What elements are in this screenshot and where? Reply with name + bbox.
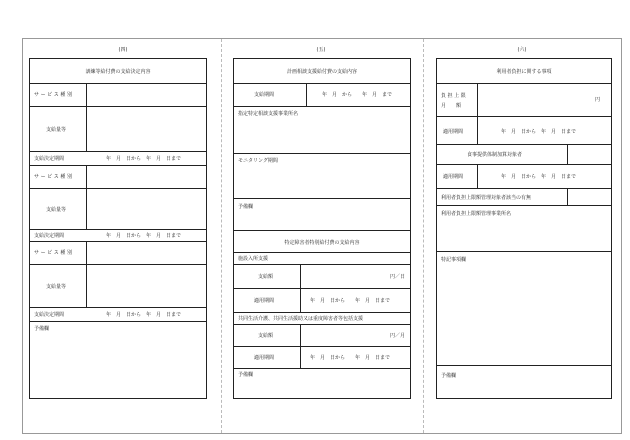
mgmt-target-label: 利用者負担上限額管理対象者該当の有無 xyxy=(441,195,532,201)
meal-provision-label: 食事提供体制加算対象者 xyxy=(467,152,523,158)
amount-unit: 円／日 xyxy=(390,274,406,280)
mgmt-office-label: 利用者負担上限額管理事業所名 xyxy=(441,211,512,217)
period-label: 支給期間 xyxy=(254,92,275,98)
period-label: 支給決定期間 xyxy=(34,156,65,162)
panel-6 xyxy=(436,58,612,399)
applicable-label: 適用期間 xyxy=(254,298,275,304)
applicable-value: 年 月 日から 年 月 日まで xyxy=(501,129,577,135)
monitoring-label: モニタリング期間 xyxy=(238,158,278,164)
amount-label-2: 支給額 xyxy=(258,333,274,339)
applicable-value: 年 月 日から 年 月 日まで xyxy=(310,298,391,304)
remarks-label: 予備欄 xyxy=(34,326,50,332)
panel-6-title: 利用者負担に関する事項 xyxy=(496,69,552,75)
designated-office-label: 指定特定相談支援事業所名 xyxy=(238,111,299,117)
period-value: 年 月 日から 年 月 日まで xyxy=(106,233,182,239)
period-label: 支給決定期間 xyxy=(34,233,65,239)
service-type-label: サ ー ビ ス 種 別 xyxy=(34,92,72,98)
panel-4-heading: (四) xyxy=(118,47,128,53)
panel-6-heading: (六) xyxy=(517,47,527,53)
amount-label: 支給量等 xyxy=(46,284,67,290)
panel-5-heading: (五) xyxy=(316,47,326,53)
fold-line xyxy=(221,39,222,433)
amount-label: 支給量等 xyxy=(46,127,67,133)
burden-limit-label: 負 担 上 限 xyxy=(441,93,466,99)
special-benefit-title: 特定障害者特別給付費の支給内容 xyxy=(284,240,360,246)
period-label: 支給決定期間 xyxy=(34,312,65,318)
applicable-label-2: 適用期間 xyxy=(254,355,275,361)
panel-4 xyxy=(29,58,207,399)
panel-5 xyxy=(233,58,411,399)
applicable-value-2: 年 月 日から 年 月 日まで xyxy=(501,174,577,180)
applicable-value-2: 年 月 日から 年 月 日まで xyxy=(310,355,391,361)
applicable-label-2: 適用期間 xyxy=(443,174,464,180)
remarks-label-2: 予備欄 xyxy=(238,372,254,378)
amount-unit-2: 円／月 xyxy=(390,333,406,339)
panel-4-title: 訓練等給付費の支給決定内容 xyxy=(85,69,151,75)
amount-label: 支給量等 xyxy=(46,207,67,213)
period-value: 年 月 日から 年 月 日まで xyxy=(106,312,182,318)
facility-label: 施設入所支援 xyxy=(238,256,269,262)
remarks-label: 予備欄 xyxy=(441,373,457,379)
remarks-label: 予備欄 xyxy=(238,204,254,210)
special-notes-label: 特記事項欄 xyxy=(441,257,467,263)
burden-limit-label-2: 月 額 xyxy=(441,103,462,109)
burden-unit: 円 xyxy=(595,97,601,103)
amount-label: 支給額 xyxy=(258,274,274,280)
service-type-label: サ ー ビ ス 種 別 xyxy=(34,250,72,256)
panel-5-title: 計画相談支援給付費の支給内容 xyxy=(286,69,357,75)
group-living-label: 共同生活介護、共同生活援助又は重度障害者等包括支援 xyxy=(238,316,364,322)
period-value: 年 月 から 年 月 まで xyxy=(322,92,393,98)
period-value: 年 月 日から 年 月 日まで xyxy=(106,156,182,162)
fold-line xyxy=(423,39,424,433)
service-type-label: サ ー ビ ス 種 別 xyxy=(34,174,72,180)
applicable-label: 適用期間 xyxy=(443,129,464,135)
